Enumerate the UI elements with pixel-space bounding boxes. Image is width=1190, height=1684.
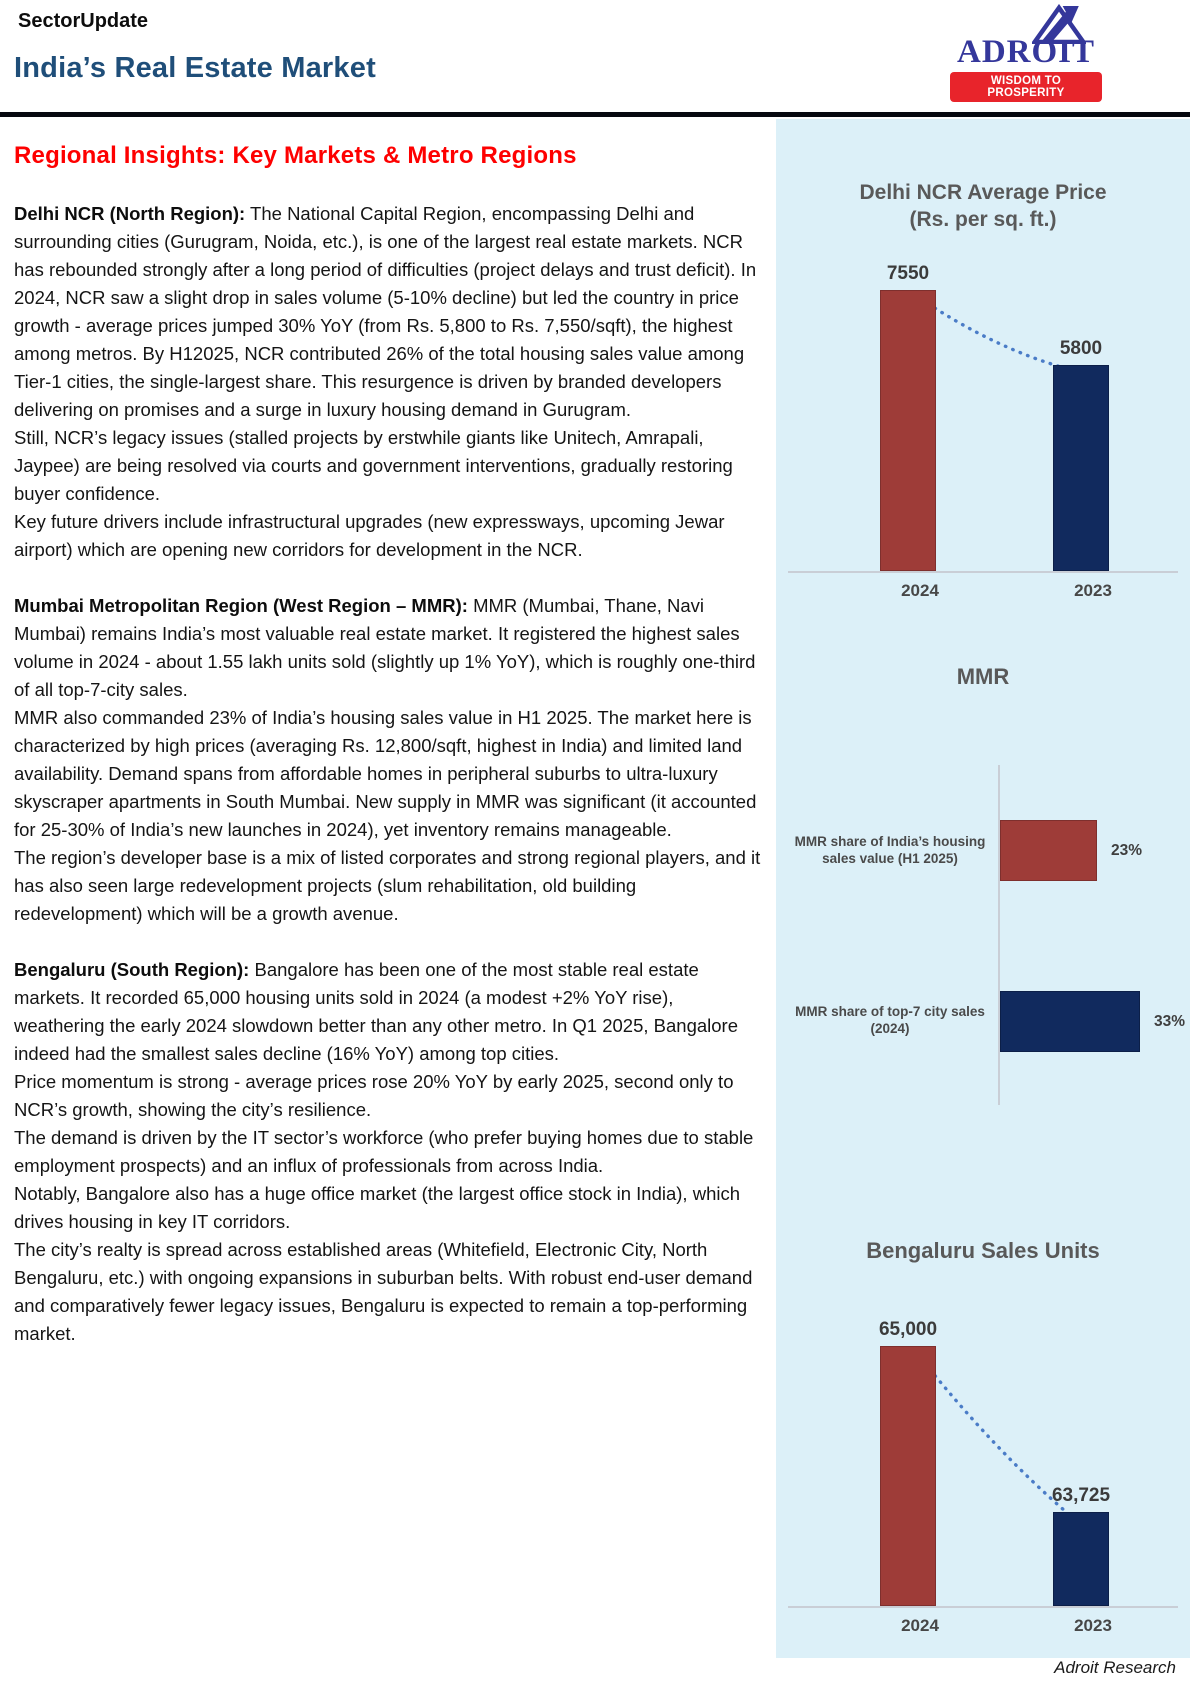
paragraph: Price momentum is strong - average prices rose 20% YoY by early 2025, second only to NCR’s growth, showing the city’s resilience. <box>14 1071 734 1120</box>
paragraph-lead: Bengaluru (South Region): <box>14 959 250 980</box>
adroit-logo <box>950 4 1102 102</box>
section-bengaluru <box>14 956 768 1348</box>
axis-category-label: 2024 <box>901 581 939 600</box>
section-heading: Regional Insights: Key Markets & Metro Regions <box>14 142 577 169</box>
paragraph <box>14 956 768 1068</box>
chart-plot-area <box>788 263 1178 573</box>
paragraph-lead: Mumbai Metropolitan Region (West Region – MMR): <box>14 595 468 616</box>
bar-value-label: 5800 <box>1059 338 1103 359</box>
logo-tagline: WISDOM TO PROSPERITY <box>950 72 1102 102</box>
paragraph: Key future drivers include infrastructural upgrades (new expressways, upcoming Jewar airport) which are opening new corridors for development in the NCR. <box>14 511 725 560</box>
chart-title: Bengaluru Sales Units <box>866 1238 1100 1263</box>
bar-2023 <box>1053 365 1109 571</box>
paragraph: The city’s realty is spread across established areas (Whitefield, Electronic City, North Bengaluru, etc.) with ongoing expansions in suburban belts. With robust end-user demand and comparatively fewer legacy issues, Bengaluru is expected to remain a top-performing market. <box>14 1239 753 1344</box>
axis-category-label: 2023 <box>1074 1616 1112 1635</box>
adroit-triangle-icon <box>1032 4 1086 44</box>
paragraph <box>14 592 768 704</box>
bar-value-label: 7550 <box>886 263 930 284</box>
paragraph: Still, NCR’s legacy issues (stalled projects by erstwhile giants like Unitech, Amrapali, Jaypee) are being resolved via courts and government interventions, gradually restoring buyer confidence. <box>14 427 733 504</box>
chart-bengaluru-sales <box>776 1238 1190 1635</box>
axis-category-label: 2023 <box>1074 581 1112 600</box>
trendline-dotted <box>788 1296 1178 1608</box>
bar-top7-city-share <box>1000 991 1140 1052</box>
page-title: India’s Real Estate Market <box>14 52 376 84</box>
chart-title: MMR <box>956 664 1010 689</box>
paragraph <box>14 200 768 424</box>
header-divider <box>0 112 1190 117</box>
section-mmr <box>14 592 768 928</box>
bar-value-label: 63,725 <box>1051 1485 1111 1506</box>
bar-housing-sales-share <box>1000 820 1097 881</box>
article-column <box>14 142 768 1376</box>
report-kicker: SectorUpdate <box>18 10 149 32</box>
bar-2024 <box>880 1346 936 1606</box>
bar-value-label: 33% <box>1154 1013 1186 1030</box>
bar-2023 <box>1053 1512 1109 1606</box>
paragraph-text: Bangalore has been one of the most stable real estate markets. It recorded 65,000 housing units sold in 2024 (a modest +2% YoY rise), weathering the early 2024 slowdown better than any other metro. In Q1 2025, Bangalore indeed had the smallest sales decline (16% YoY) among top cities. <box>14 959 739 1064</box>
paragraph: The demand is driven by the IT sector’s workforce (who prefer buying homes due to stable employment prospects) and an influx of professionals from across India. <box>14 1127 754 1176</box>
bar-2024 <box>880 290 936 571</box>
chart-delhi-ncr-price <box>776 179 1190 600</box>
paragraph-text: The National Capital Region, encompassing Delhi and surrounding cities (Gurugram, Noida, etc.), is one of the largest real estate markets. NCR has rebounded strongly after a long period of difficulties (project delays and trust deficit). In 2024, NCR saw a slight drop in sales volume (5-10% decline) but led the country in price growth - average prices jumped 30% YoY (from Rs. 5,800 to Rs. 7,550/sqft), the highest among metros. By H12025, NCR contributed 26% of the total housing sales value among Tier-1 cities, the single-largest share. This resurgence is driven by branded developers delivering on promises and a surge in luxury housing demand in Gurugram. <box>14 203 757 420</box>
research-credit: Adroit Research <box>1054 1658 1176 1677</box>
paragraph: Notably, Bangalore also has a huge office market (the largest office stock in India), which drives housing in key IT corridors. <box>14 1183 741 1232</box>
section-delhi-ncr <box>14 200 768 564</box>
paragraph-text: MMR (Mumbai, Thane, Navi Mumbai) remains India’s most valuable real estate market. It registered the highest sales volume in 2024 - about 1.55 lakh units sold (slightly up 1% YoY), which is roughly one-third of all top-7-city sales. <box>14 595 756 700</box>
axis-category-label: MMR share of India’s housing sales value (H1 2025) <box>794 834 986 866</box>
chart-mmr-share <box>776 664 1190 1144</box>
bar-value-label: 65,000 <box>878 1319 938 1340</box>
logo-wordmark: ADROIT <box>956 34 1096 70</box>
chart-title: Delhi NCR Average Price (Rs. per sq. ft.) <box>859 181 1107 231</box>
chart-plot-area <box>788 1296 1178 1608</box>
paragraph-lead: Delhi NCR (North Region): <box>14 203 246 224</box>
chart-axis-line <box>998 765 1000 1105</box>
trendline-dotted <box>788 281 1178 573</box>
paragraph: The region’s developer base is a mix of listed corporates and strong regional players, and it has also seen large redevelopment projects (slum rehabilitation, old building redevelopment) which will be a growth avenue. <box>14 847 761 924</box>
paragraph: MMR also commanded 23% of India’s housing sales value in H1 2025. The market here is characterized by high prices (averaging Rs. 12,800/sqft, highest in India) and limited land availability. Demand spans from affordable homes in peripheral suburbs to ultra-luxury skyscraper apartments in South Mumbai. New supply in MMR was significant (it accounted for 25-30% of India’s new launches in 2024), yet inventory remains manageable. <box>14 707 757 840</box>
axis-category-label: MMR share of top-7 city sales (2024) <box>795 1004 985 1036</box>
axis-category-label: 2024 <box>901 1616 939 1635</box>
charts-panel <box>776 119 1190 1658</box>
bar-value-label: 23% <box>1111 842 1143 859</box>
